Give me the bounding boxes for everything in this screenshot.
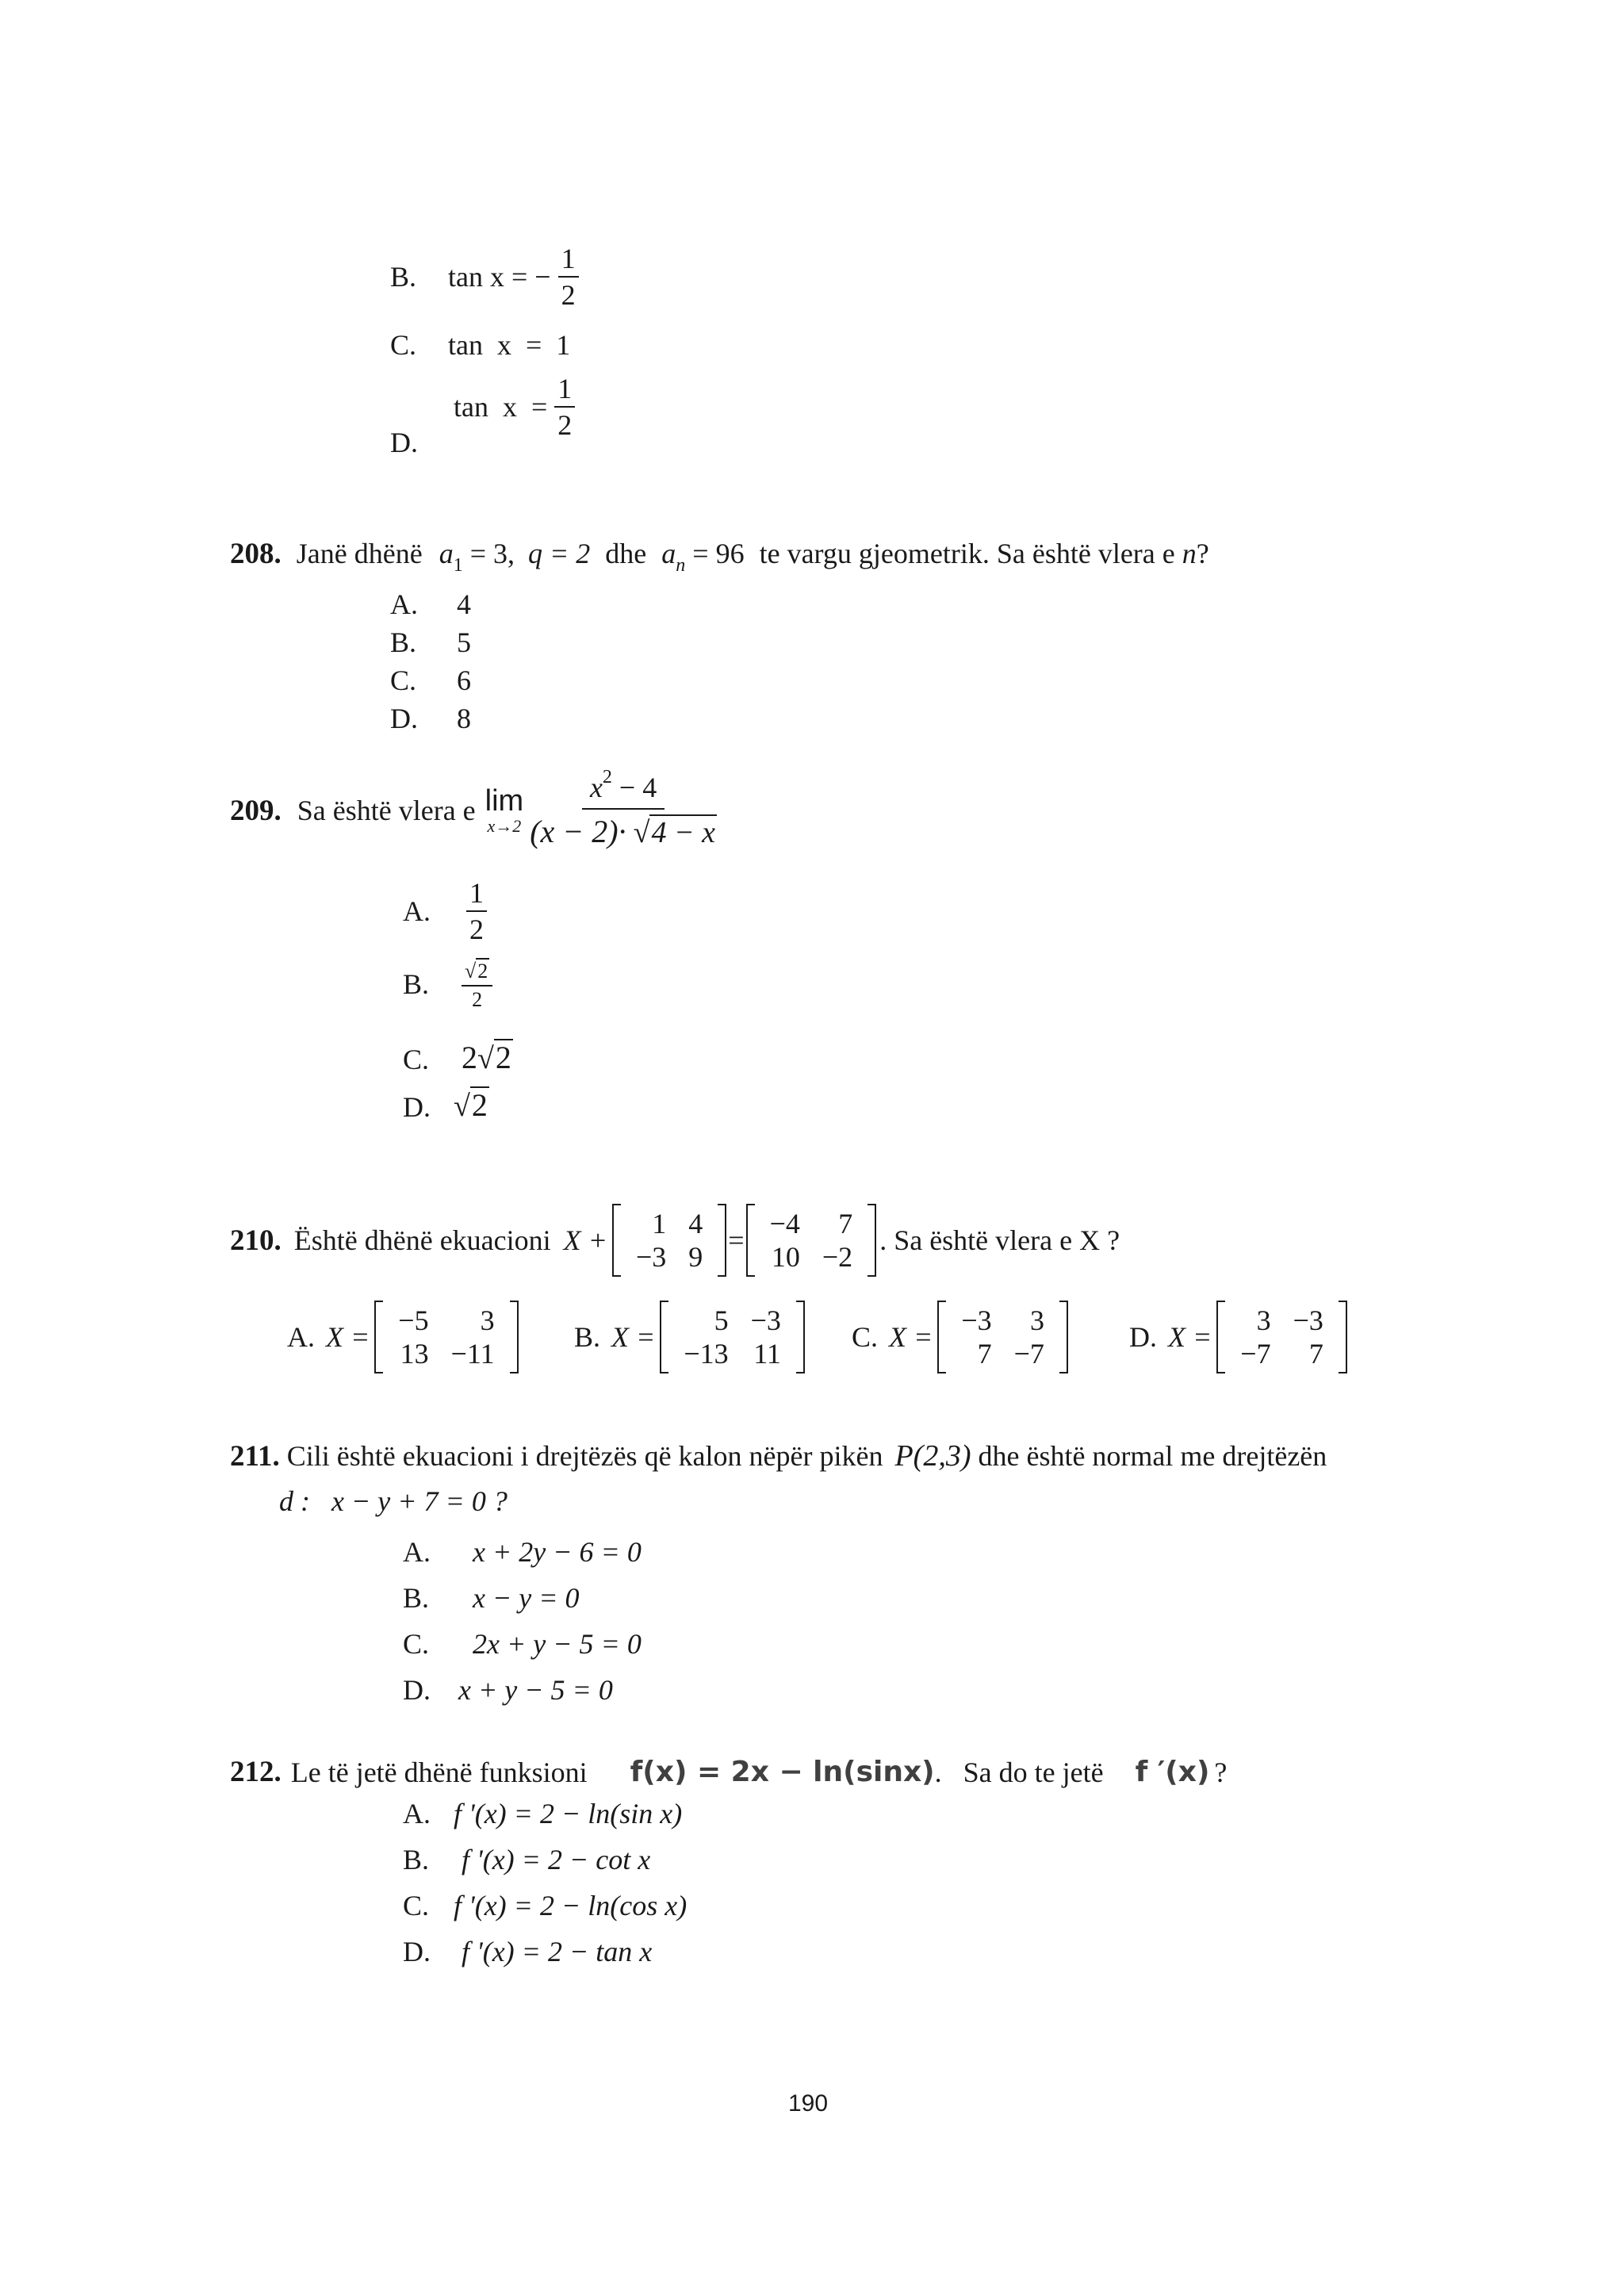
q209-lim-word: lim (485, 784, 524, 818)
q209-b-fraction (462, 958, 492, 1010)
q210-text: Është dhënë ekuacioni (293, 1224, 551, 1256)
q212-option-c (403, 1883, 687, 1929)
matrix-cell: −3 (635, 1241, 667, 1273)
q209-option-a (403, 879, 487, 944)
q209-a-fraction (466, 879, 487, 944)
q209-d-label: D. (403, 1091, 431, 1123)
q207-b-lhs: tan x = − (448, 261, 551, 293)
q207-d-lhs: tan x = (454, 391, 548, 423)
q210-d-matrix (1216, 1301, 1347, 1373)
q212-option-label: D. (403, 1936, 431, 1967)
matrix-cell: −3 (961, 1304, 992, 1336)
q212-option-label: C. (403, 1890, 430, 1921)
q210-a-label: A. (287, 1321, 315, 1353)
q208-option-c (390, 661, 471, 699)
q209-c-label: C. (403, 1044, 430, 1075)
q208-option-a (390, 585, 471, 623)
matrix-cell: 3 (480, 1304, 495, 1336)
q207-d-fraction (554, 374, 575, 439)
q207-option-d-expr (454, 374, 575, 439)
q208-q: q = 2 (528, 538, 591, 569)
q209-number: 209. (230, 794, 282, 827)
q212-derivative: f ′(x) (1135, 1755, 1210, 1788)
q207-d-num: 1 (554, 374, 575, 408)
q210-option-b (574, 1301, 805, 1373)
matrix-cell: 3 (1256, 1304, 1271, 1336)
q207-c-label: C. (390, 329, 417, 361)
matrix-cell: −3 (1293, 1304, 1323, 1336)
q208-option-d (390, 699, 471, 737)
q209-b-den: 2 (472, 988, 483, 1011)
matrix-cell: −4 (769, 1208, 800, 1239)
q211-option-value: 2x + y − 5 = 0 (473, 1628, 642, 1660)
matrix-cell: 7 (1308, 1338, 1323, 1370)
q212-option-d (403, 1929, 687, 1975)
q208-post: te vargu gjeometrik. Sa është vlera e (759, 538, 1175, 569)
q210-c-label: C. (852, 1321, 879, 1353)
q209-c-sqrt-arg: 2 (495, 1040, 511, 1075)
q212-option-label: B. (403, 1844, 430, 1875)
q210-option-a (287, 1301, 519, 1373)
q207-option-c (390, 331, 570, 359)
q208-pre: Janë dhënë (296, 538, 423, 569)
q211-line: d : x − y + 7 = 0 ? (279, 1485, 508, 1517)
q209-d-sqrt-arg: 2 (471, 1087, 488, 1123)
q210-b-label: B. (574, 1321, 601, 1353)
q211-option-b (403, 1575, 642, 1621)
q208-option-label: D. (390, 703, 418, 734)
q210-option-c (852, 1301, 1068, 1373)
q210-c-matrix (937, 1301, 1068, 1373)
q208-n: n (1182, 538, 1197, 569)
q207-b-label: B. (390, 261, 417, 293)
q208-an: a (661, 538, 676, 569)
q209-a-num: 1 (466, 879, 487, 912)
q211-option-c (403, 1621, 642, 1667)
q209-a-den: 2 (469, 914, 484, 945)
q208-option-value: 8 (457, 703, 471, 734)
q209-fraction (527, 767, 720, 849)
q208-option-b (390, 623, 471, 661)
q211-option-label: D. (403, 1674, 431, 1706)
q210-option-d (1129, 1301, 1347, 1373)
sqrt-icon: √ (465, 960, 477, 983)
q210-a-matrix (374, 1301, 518, 1373)
q212-option-label: A. (403, 1798, 431, 1829)
q208-an-val: = 96 (692, 538, 745, 569)
matrix-cell: 4 (688, 1208, 703, 1239)
q208-number: 208. (230, 538, 282, 570)
q209-b-label: B. (403, 968, 430, 1000)
q211-option-label: C. (403, 1628, 430, 1660)
q211-option-value: x − y = 0 (473, 1582, 580, 1614)
q212-option-b (403, 1837, 687, 1883)
q212-question (230, 1757, 1227, 1787)
matrix-cell: 7 (977, 1338, 992, 1370)
q211-option-label: A. (403, 1536, 431, 1568)
q212-option-a (403, 1791, 687, 1837)
sqrt-icon: √ (454, 1090, 470, 1123)
q211-text2: dhe është normal me drejtëzën (978, 1440, 1327, 1472)
q209-numerator (582, 767, 665, 810)
q212-text2: . Sa do te jetë (934, 1756, 1104, 1788)
q209-text: Sa është vlera e (297, 795, 476, 826)
q207-b-fraction (558, 244, 579, 309)
q210-matrix-b (746, 1204, 877, 1277)
q207-d-den: 2 (557, 409, 573, 441)
q212-text1: Le të jetë dhënë funksioni (290, 1756, 588, 1788)
page-number: 190 (788, 2090, 829, 2117)
q209-d-sqrt (454, 1086, 489, 1121)
q209-num-x: x (589, 772, 603, 803)
q209-den-sqrt (634, 814, 717, 848)
q211-question (230, 1441, 1327, 1471)
q207-b-num: 1 (558, 244, 579, 278)
matrix-cell: 10 (771, 1241, 800, 1273)
q208-a1: a (439, 538, 454, 569)
q211-text1: Cili është ekuacioni i drejtëzës që kalon nëpër pikën (286, 1440, 883, 1472)
q208-a1-sub: 1 (453, 555, 463, 576)
q212-function: f(x) = 2x − ln(sinx) (630, 1755, 935, 1788)
q210-post: . Sa është vlera e X ? (879, 1224, 1120, 1256)
q208-option-value: 6 (457, 665, 471, 696)
sqrt-icon: √ (477, 1042, 494, 1075)
q211-option-d (403, 1667, 642, 1713)
q212-options (403, 1791, 687, 1975)
q209-lim-sub: x→2 (487, 816, 522, 836)
q207-d-label: D. (390, 427, 418, 458)
q209-lim (485, 786, 524, 835)
q209-num-rest: − 4 (619, 772, 657, 803)
q210-number: 210. (230, 1224, 282, 1257)
q209-den-left: (x − 2)· (530, 814, 626, 849)
matrix-cell: 5 (714, 1304, 729, 1336)
q209-denominator (527, 810, 720, 848)
matrix-cell: 1 (652, 1208, 667, 1239)
matrix-cell: 9 (688, 1241, 703, 1273)
q207-option-b (390, 244, 579, 309)
q209-option-d (403, 1086, 489, 1121)
q208-an-sub: n (676, 555, 686, 576)
q211-option-value: x + 2y − 6 = 0 (473, 1536, 642, 1568)
matrix-cell: 3 (1029, 1304, 1044, 1336)
matrix-cell: −7 (1013, 1338, 1044, 1370)
q211-point: P(2,3) (894, 1439, 971, 1473)
matrix-cell: 11 (753, 1338, 781, 1370)
q212-option-value: f '(x) = 2 − ln(sin x) (454, 1798, 683, 1829)
q211-number: 211. (230, 1440, 280, 1473)
q210-xplus: X + (563, 1224, 607, 1256)
q211-option-label: B. (403, 1582, 430, 1614)
q212-option-value: f '(x) = 2 − tan x (462, 1936, 653, 1967)
q210-question (230, 1204, 1120, 1277)
q210-c-lhs: X = (889, 1321, 933, 1353)
q212-qmark: ? (1214, 1756, 1228, 1788)
q209-a-label: A. (403, 895, 431, 927)
q209-b-num (462, 958, 492, 987)
q208-question (230, 538, 1209, 576)
q209-option-b (403, 958, 492, 1010)
q211-options (403, 1529, 642, 1713)
q208-option-value: 5 (457, 626, 471, 658)
matrix-cell: −13 (684, 1338, 729, 1370)
matrix-cell: −7 (1240, 1338, 1271, 1370)
q210-d-lhs: X = (1168, 1321, 1212, 1353)
q209-num-exp: 2 (602, 767, 612, 787)
matrix-cell: −3 (750, 1304, 781, 1336)
q209-b-sqrt-arg: 2 (477, 960, 488, 983)
q210-b-matrix (660, 1301, 805, 1373)
q208-dhe: dhe (605, 538, 647, 569)
q209-c-sqrt (477, 1039, 513, 1074)
q209-den-sqrt-arg: 4 − x (651, 816, 715, 849)
q210-b-lhs: X = (611, 1321, 656, 1353)
matrix-cell: −2 (822, 1241, 853, 1273)
q209-question (230, 767, 720, 849)
q207-b-den: 2 (561, 279, 576, 311)
q208-qmark: ? (1196, 538, 1209, 569)
q208-option-label: C. (390, 665, 417, 696)
sqrt-icon: √ (633, 816, 650, 849)
q210-eq: = (728, 1224, 745, 1256)
q208-option-label: B. (390, 626, 417, 658)
q210-a-lhs: X = (326, 1321, 370, 1353)
q212-option-value: f '(x) = 2 − cot x (462, 1844, 651, 1875)
q211-option-a (403, 1529, 642, 1575)
q209-option-c (403, 1039, 513, 1074)
q208-a1-val: = 3, (469, 538, 515, 569)
q210-d-label: D. (1129, 1321, 1157, 1353)
matrix-cell: 13 (400, 1338, 429, 1370)
q207-c-value: tan x = 1 (448, 329, 571, 361)
matrix-cell: −5 (398, 1304, 429, 1336)
q209-c-coef: 2 (462, 1040, 477, 1075)
matrix-cell: 7 (838, 1208, 853, 1239)
q212-option-value: f '(x) = 2 − ln(cos x) (454, 1890, 688, 1921)
q212-number: 212. (230, 1756, 282, 1788)
q208-options (390, 585, 471, 737)
q211-option-value: x + y − 5 = 0 (458, 1674, 613, 1706)
q210-matrix-a (612, 1204, 726, 1277)
q208-option-value: 4 (457, 588, 471, 620)
q208-option-label: A. (390, 588, 418, 620)
matrix-cell: −11 (450, 1338, 495, 1370)
